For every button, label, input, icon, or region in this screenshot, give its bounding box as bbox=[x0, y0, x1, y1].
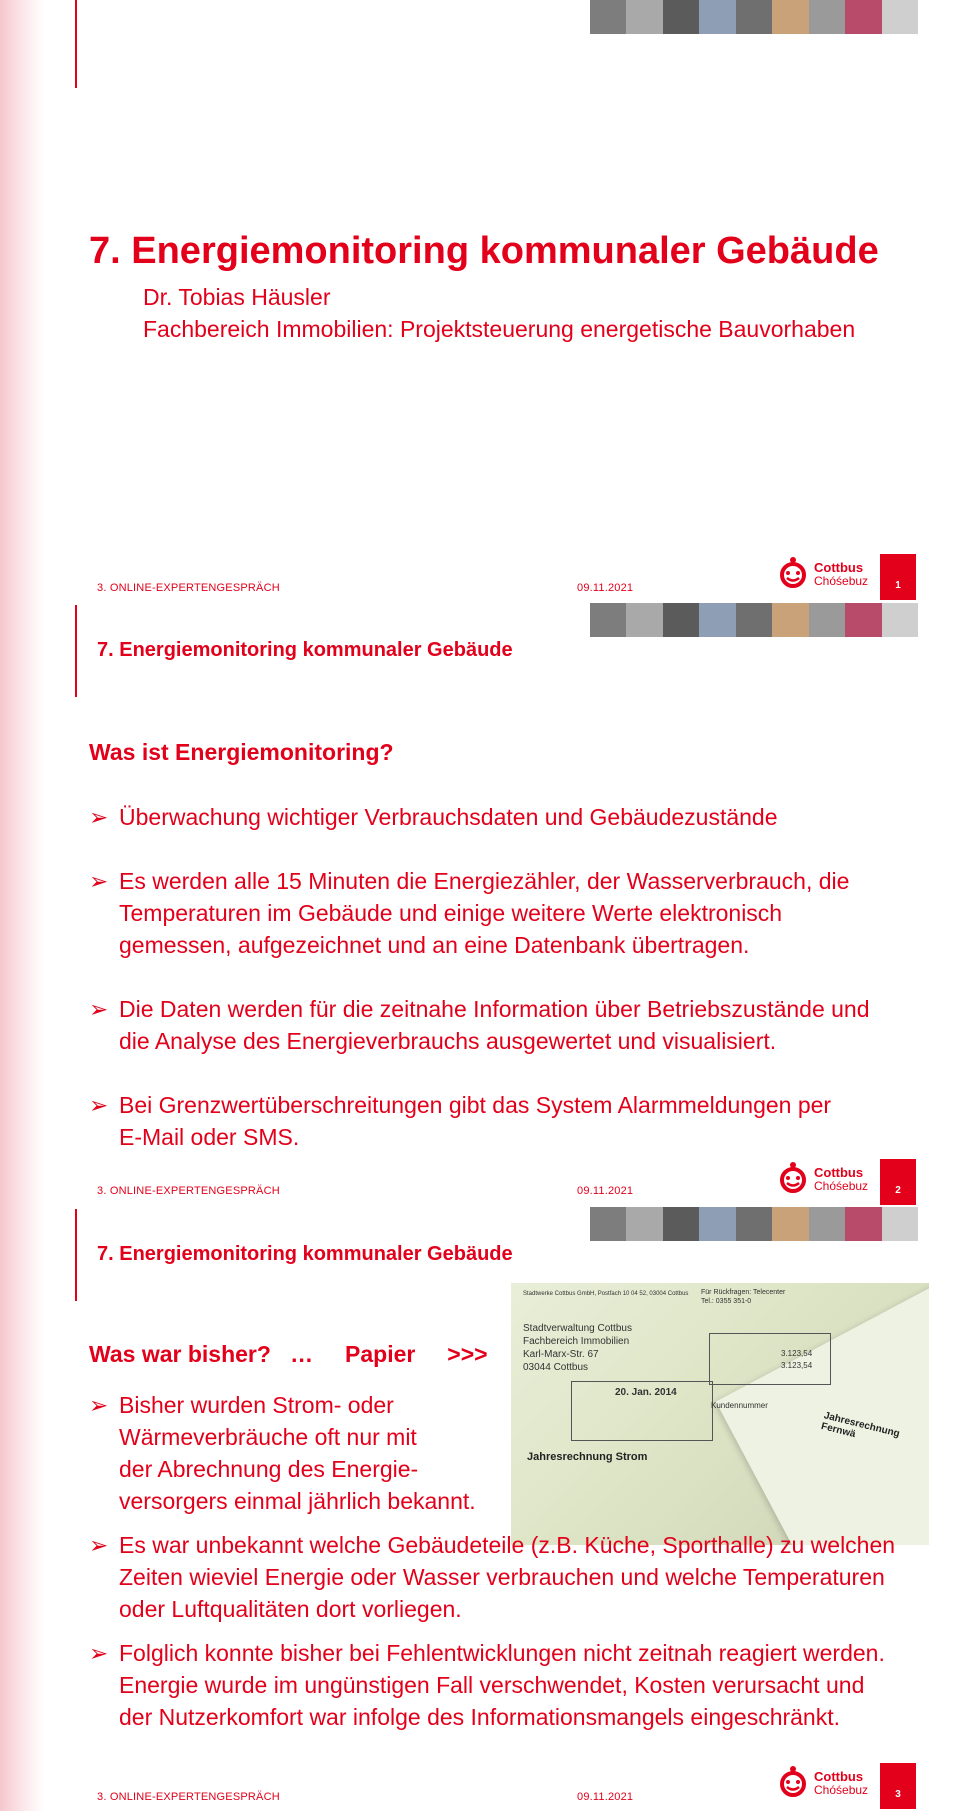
bullet-1 bbox=[89, 1389, 519, 1517]
logo-line1: Cottbus bbox=[814, 1769, 864, 1784]
bullet-2 bbox=[89, 865, 949, 961]
paper-bill-photo bbox=[511, 1283, 929, 1545]
logo-line2: Chóśebuz bbox=[814, 1783, 869, 1797]
slide-title: 7. Energiemonitoring kommunaler Gebäude bbox=[89, 230, 879, 272]
bullet-line: Folglich konnte bisher bei Fehlentwicklungen nicht zeitnah reagiert werden. bbox=[119, 1640, 885, 1666]
slide-edge-gradient bbox=[0, 1207, 44, 1811]
header-accent-bar bbox=[75, 0, 77, 88]
slide-3 bbox=[0, 1207, 960, 1811]
footer-event: 3. ONLINE-EXPERTENGESPRÄCH bbox=[97, 582, 280, 594]
page-number: 3 bbox=[880, 1763, 916, 1809]
bullet-line: Die Daten werden für die zeitnahe Information über Betriebszustände und bbox=[119, 996, 870, 1022]
bullet-arrow-icon: ➢ bbox=[89, 1092, 109, 1118]
logo-line1: Cottbus bbox=[814, 560, 864, 575]
bullet-line: Temperaturen im Gebäude und einige weitere Werte elektronisch bbox=[119, 900, 783, 926]
bullet-line: oder Luftqualitäten dort vorliegen. bbox=[119, 1596, 462, 1622]
bullet-line: Es war unbekannt welche Gebäudeteile (z.B. Küche, Sporthalle) zu welchen bbox=[119, 1532, 896, 1558]
slide-1 bbox=[0, 0, 960, 604]
department: Fachbereich Immobilien: Projektsteuerung energetische Bauvorhaben bbox=[143, 316, 856, 342]
bill-amount: 3.123,54 bbox=[781, 1349, 813, 1358]
bill-address-line: Fachbereich Immobilien bbox=[523, 1336, 630, 1347]
bullet-line: Es werden alle 15 Minuten die Energiezähler, der Wasserverbrauch, die bbox=[119, 868, 850, 894]
footer-date: 09.11.2021 bbox=[577, 1791, 634, 1803]
bill-stamp: 20. Jan. 2014 bbox=[615, 1387, 677, 1398]
header-accent-bar bbox=[75, 605, 77, 697]
section-question: Was ist Energiemonitoring? bbox=[89, 739, 394, 765]
footer-date: 09.11.2021 bbox=[577, 582, 634, 594]
logo-line1: Cottbus bbox=[814, 1165, 864, 1180]
cottbus-logo bbox=[776, 1763, 876, 1803]
bill-tel: Tel.: 0355 351-0 bbox=[701, 1298, 752, 1305]
bill-title: Jahresrechnung Strom bbox=[527, 1451, 648, 1463]
slide-header: 7. Energiemonitoring kommunaler Gebäude bbox=[97, 639, 513, 661]
bill-sender: Stadtwerke Cottbus GmbH, Postfach 10 04 52, 03004 Cottbus bbox=[523, 1291, 689, 1297]
bullet-line: die Analyse des Energieverbrauchs ausgewertet und visualisiert. bbox=[119, 1028, 777, 1054]
slide-edge-gradient bbox=[0, 603, 44, 1207]
bullet-arrow-icon: ➢ bbox=[89, 1640, 109, 1666]
bullet-line: Energie wurde im ungünstigen Fall verschwendet, Kosten verursacht und bbox=[119, 1672, 865, 1698]
photo-strip bbox=[590, 1207, 918, 1241]
cottbus-logo-icon bbox=[776, 1765, 810, 1799]
footer-event: 3. ONLINE-EXPERTENGESPRÄCH bbox=[97, 1185, 280, 1197]
logo-line2: Chóśebuz bbox=[814, 1179, 869, 1193]
page-number: 1 bbox=[880, 554, 916, 600]
bullet-line: gemessen, aufgezeichnet und an eine Datenbank übertragen. bbox=[119, 932, 750, 958]
footer-date: 09.11.2021 bbox=[577, 1185, 634, 1197]
bill-address-line: Karl-Marx-Str. 67 bbox=[523, 1349, 599, 1360]
amount-box bbox=[709, 1333, 831, 1385]
bullet-line: Überwachung wichtiger Verbrauchsdaten und Gebäudezustände bbox=[119, 804, 778, 830]
cottbus-logo-icon bbox=[776, 1161, 810, 1195]
second-bill-title: Jahresrechnung Fernwä bbox=[819, 1410, 901, 1441]
bullet-arrow-icon: ➢ bbox=[89, 1532, 109, 1558]
bill-contact: Für Rückfragen: Telecenter bbox=[701, 1289, 786, 1296]
bullet-3 bbox=[89, 1637, 949, 1733]
bullet-arrow-icon: ➢ bbox=[89, 996, 109, 1022]
slide-edge-gradient bbox=[0, 0, 44, 604]
bullet-line: Bei Grenzwertüberschreitungen gibt das System Alarmmeldungen per bbox=[119, 1092, 832, 1118]
footer-event: 3. ONLINE-EXPERTENGESPRÄCH bbox=[97, 1791, 280, 1803]
bullet-line: der Nutzerkomfort war infolge des Informationsmangels eingeschränkt. bbox=[119, 1704, 841, 1730]
section-question: Was war bisher? … Papier >>> bbox=[89, 1341, 488, 1367]
photo-strip bbox=[590, 603, 918, 637]
slide-2 bbox=[0, 603, 960, 1207]
bullet-1 bbox=[89, 801, 929, 833]
photo-strip bbox=[590, 0, 918, 34]
bullet-line: der Abrechnung des Energie- bbox=[119, 1456, 419, 1482]
second-bill-page bbox=[716, 1283, 929, 1545]
slide-header: 7. Energiemonitoring kommunaler Gebäude bbox=[97, 1243, 513, 1265]
bullet-line: E-Mail oder SMS. bbox=[119, 1124, 300, 1150]
bill-address-line: Stadtverwaltung Cottbus bbox=[523, 1323, 632, 1334]
author-name: Dr. Tobias Häusler bbox=[143, 284, 331, 310]
bill-kunde: Kundennummer bbox=[711, 1401, 768, 1410]
cottbus-logo bbox=[776, 1159, 876, 1199]
cottbus-logo-icon bbox=[776, 556, 810, 590]
header-accent-bar bbox=[75, 1209, 77, 1301]
bullet-line: versorgers einmal jährlich bekannt. bbox=[119, 1488, 476, 1514]
bill-address-line: 03044 Cottbus bbox=[523, 1362, 589, 1373]
bill-amount: 3.123,54 bbox=[781, 1361, 813, 1370]
cottbus-logo bbox=[776, 554, 876, 594]
bullet-line: Bisher wurden Strom- oder bbox=[119, 1392, 394, 1418]
bullet-line: Wärmeverbräuche oft nur mit bbox=[119, 1424, 417, 1450]
logo-line2: Chóśebuz bbox=[814, 574, 869, 588]
bullet-4 bbox=[89, 1089, 949, 1153]
bullet-arrow-icon: ➢ bbox=[89, 1392, 109, 1418]
page-number: 2 bbox=[880, 1159, 916, 1205]
bullet-arrow-icon: ➢ bbox=[89, 804, 109, 830]
bullet-3 bbox=[89, 993, 949, 1057]
bullet-line: Zeiten wieviel Energie oder Wasser verbrauchen und welche Temperaturen bbox=[119, 1564, 885, 1590]
bullet-arrow-icon: ➢ bbox=[89, 868, 109, 894]
bullet-2 bbox=[89, 1529, 949, 1625]
